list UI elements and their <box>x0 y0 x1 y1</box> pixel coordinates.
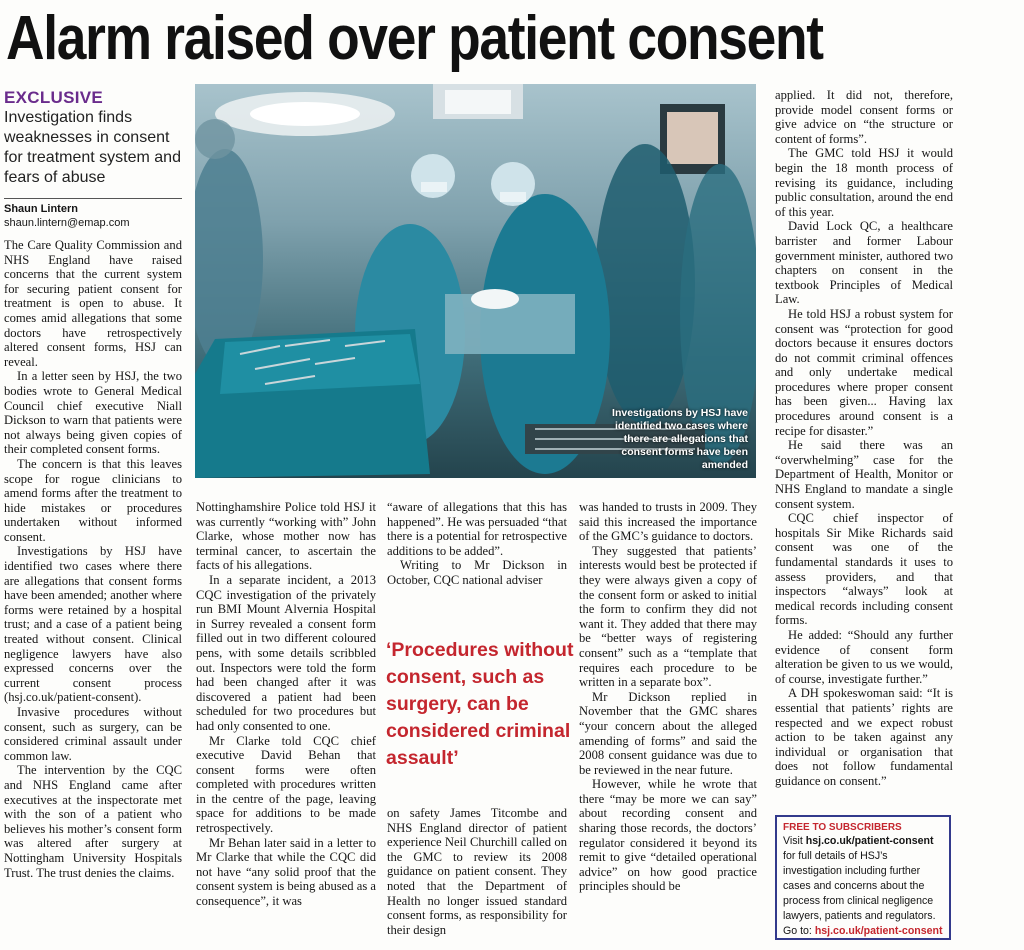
paragraph: He told HSJ a robust system for consent was “protection for good doctors because it ensures doctors do not commit criminal offences and only undertake medical procedures where proper consent has been given... Having lax procedures around consent is a recipe for disaster.” <box>775 306 953 438</box>
box-visit: Visit <box>783 835 803 847</box>
column-2 <box>196 500 376 909</box>
paragraph: The intervention by the CQC and NHS England came after executives at the inspectorate met with the son of a patient who believes his mother’s consent form was altered after surgery at Nottingham University Hospitals Trust. The trust denies the claims. <box>4 763 182 880</box>
paragraph: The GMC told HSJ it would begin the 18 month process of revising its guidance, including public consultation, around the end of this year. <box>775 146 953 219</box>
paragraph: “aware of allegations that this has happened”. He was persuaded “that there is a potential for retrospective additions to be added”. <box>387 500 567 558</box>
paragraph: A DH spokeswoman said: “It is essential that patients’ rights are respected and we expect robust action to be taken against any individual or organisation that does not follow fundamental guidance on consent.” <box>775 686 953 788</box>
paragraph: They suggested that patients’ interests would best be protected if they were always given a copy of the consent form or asked to initial the form to confirm they did not want it. They added that there may be “better ways of registering consent” such as a “template that requires each procedure to be written in a separate box”. <box>579 543 757 690</box>
paragraph: David Lock QC, a healthcare barrister and former Labour government minister, authored two chapters on consent in the textbook Principles of Medical Law. <box>775 219 953 307</box>
box-link[interactable]: hsj.co.uk/patient-consent <box>814 925 943 937</box>
column-1 <box>4 88 182 880</box>
box-url[interactable]: hsj.co.uk/patient-consent <box>805 835 934 847</box>
headline: Alarm raised over patient consent <box>6 4 823 73</box>
paragraph: Mr Clarke told CQC chief executive David Behan that consent forms were often completed with procedures written in the centre of the page, leaving space for additions to be made retrospectively. <box>196 733 376 836</box>
standfirst: Investigation finds weaknesses in consent for treatment system and fears of abuse <box>4 109 181 186</box>
paragraph: He said there was an “overwhelming” case for the Department of Health, Monitor or NHS England to mandate a single consent system. <box>775 438 953 511</box>
byline: Shaun Lintern <box>4 203 78 215</box>
paragraph: Invasive procedures without consent, such as surgery, can be considered criminal assault under common law. <box>4 705 182 763</box>
subscriber-box <box>775 815 951 940</box>
pull-quote: ‘Procedures without consent, such as surgery, can be considered criminal assault’ <box>386 639 574 769</box>
author-email[interactable]: shaun.lintern@emap.com <box>4 217 130 229</box>
paragraph: CQC chief inspector of hospitals Sir Mike Richards said consent was one of the fundamental standards it uses to assess providers, and that inspectors “always” look at medical records including consent forms. <box>775 511 953 628</box>
photo-caption: Investigations by HSJ have identified two cases where there are allegations that consent forms have been amended <box>612 407 748 471</box>
kicker: EXCLUSIVE <box>4 88 104 107</box>
box-text: for full details of HSJ’s investigation including further cases and concerns about the process from clinical negligence lawyers, patients and regulators. Go to: <box>783 850 936 937</box>
column-4 <box>579 500 757 894</box>
paragraph: However, while he wrote that there “may be more we can say” about recording consent and sharing those records, the doctors’ regulator considered it beyond its remit to give “detailed operational advice” on how good practice principles should be <box>579 777 757 894</box>
paragraph: In a letter seen by HSJ, the two bodies wrote to General Medical Council chief executive Niall Dickson to warn that patients were not always being given copies of their completed consent forms. <box>4 369 182 457</box>
paragraph: on safety James Titcombe and NHS England director of patient experience Neil Churchill called on the GMC to review its 2008 guidance on patient consent. They noted that the Department of Health no longer issued standard consent forms, as responsibility for their design <box>387 806 567 937</box>
paragraph: He added: “Should any further evidence of consent form alteration be given to us we would, of course, investigate further.” <box>775 627 953 686</box>
paragraph: Nottinghamshire Police told HSJ it was currently “working with” John Clarke, whose mother now has terminal cancer, to ascertain the facts of his allegations. <box>196 500 376 573</box>
paragraph: Mr Dickson replied in November that the GMC shares “your concern about the alleged amending of forms” and said the 2008 consent guidance was due to be reviewed in the near future. <box>579 689 757 777</box>
column-5 <box>775 88 953 789</box>
paragraph: Investigations by HSJ have identified two cases where there are allegations that consent forms have been amended; another where forms were retained by a hospital trust; and a case of a patient being treated without consent. Clinical negligence lawyers have also expressed concerns over the current consent process (hsj.co.uk/patient-consent). <box>4 544 182 705</box>
paragraph: Mr Behan later said in a letter to Mr Clarke that while the CQC did not have “any solid proof that the consent system is being abused as a consequence”, it was <box>196 835 376 909</box>
paragraph: In a separate incident, a 2013 CQC investigation of the privately run BMI Mount Alvernia Hospital in Surrey revealed a consent form filled out in two different coloured pens, with some details scribbled out. Inspectors were told the form had been changed after it was discovered a patient had been scheduled for two procedures but had only consented to one. <box>196 572 376 733</box>
paragraph: The concern is that this leaves scope for rogue clinicians to amend forms after the treatment to hide mistakes or procedures undertaken without informed consent. <box>4 456 182 544</box>
paragraph: applied. It did not, therefore, provide model consent forms or give advice on “the structure or content of forms”. <box>775 88 953 146</box>
paragraph: was handed to trusts in 2009. They said this increased the importance of the GMC’s guidance to doctors. <box>579 500 757 544</box>
column-3-top <box>387 500 567 588</box>
column-3-bottom <box>387 806 567 937</box>
byline-rule <box>4 198 182 199</box>
surgery-photo <box>195 84 756 478</box>
paragraph: Writing to Mr Dickson in October, CQC national adviser <box>387 558 567 587</box>
box-heading: FREE TO SUBSCRIBERS <box>783 822 902 833</box>
paragraph: The Care Quality Commission and NHS England have raised concerns that the current system for securing patient consent for treatment is open to abuse. It comes amid allegations that some doctors have retrospectively altered consent forms, HSJ can reveal. <box>4 238 182 369</box>
